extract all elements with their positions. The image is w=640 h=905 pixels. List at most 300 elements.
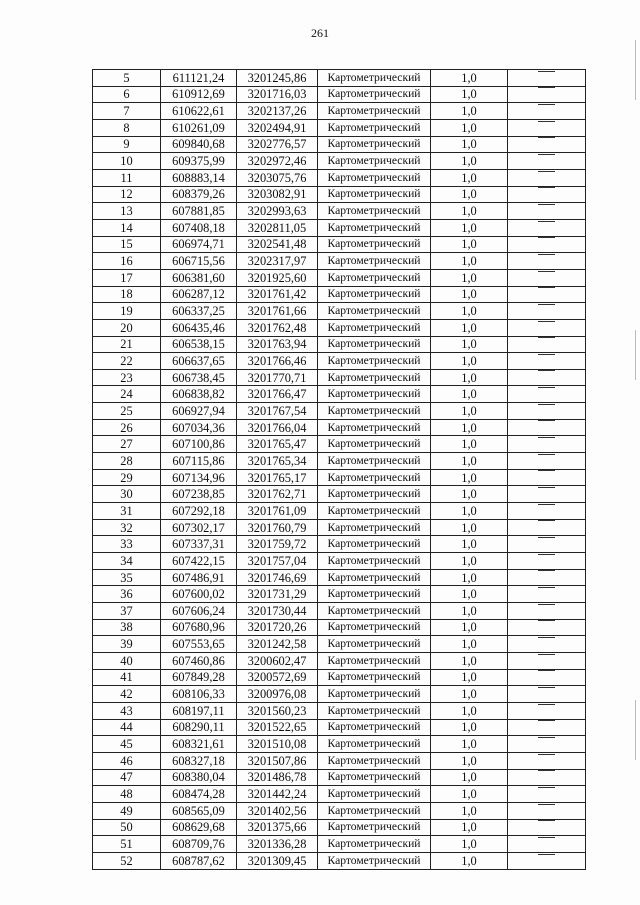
table-row (93, 652, 586, 669)
accuracy-cell: 1,0 (431, 802, 508, 819)
coordinates-table (92, 69, 586, 870)
y-coordinate-cell: 3201766,04 (237, 419, 318, 436)
accuracy-cell: 1,0 (431, 669, 508, 686)
dash-mark (538, 487, 555, 502)
table-row (93, 669, 586, 686)
y-coordinate-cell: 3201746,69 (237, 569, 318, 586)
accuracy-cell: 1,0 (431, 603, 508, 620)
table-row (93, 519, 586, 536)
dash-mark (538, 604, 555, 619)
point-number-cell: 6 (93, 86, 161, 103)
x-coordinate-cell: 608709,76 (161, 836, 237, 853)
accuracy-cell: 1,0 (431, 719, 508, 736)
formula-cell (508, 553, 586, 570)
x-coordinate-cell: 607849,28 (161, 669, 237, 686)
dash-mark (538, 687, 555, 702)
y-coordinate-cell: 3201765,17 (237, 469, 318, 486)
point-number-cell: 15 (93, 236, 161, 253)
method-cell: Картометрический (318, 353, 431, 370)
table-row (93, 736, 586, 753)
formula-cell (508, 186, 586, 203)
y-coordinate-cell: 3202317,97 (237, 253, 318, 270)
method-cell: Картометрический (318, 752, 431, 769)
point-number-cell: 8 (93, 119, 161, 136)
y-coordinate-cell: 3201336,28 (237, 836, 318, 853)
point-number-cell: 10 (93, 153, 161, 170)
table-row (93, 86, 586, 103)
method-cell: Картометрический (318, 269, 431, 286)
point-number-cell: 31 (93, 503, 161, 520)
x-coordinate-cell: 610622,61 (161, 103, 237, 120)
y-coordinate-cell: 3201761,42 (237, 286, 318, 303)
dash-mark (538, 71, 555, 86)
table-row (93, 619, 586, 636)
table-row (93, 686, 586, 703)
point-number-cell: 19 (93, 303, 161, 320)
method-cell: Картометрический (318, 319, 431, 336)
table-row (93, 203, 586, 220)
x-coordinate-cell: 608321,61 (161, 736, 237, 753)
accuracy-cell: 1,0 (431, 536, 508, 553)
point-number-cell: 49 (93, 802, 161, 819)
point-number-cell: 23 (93, 369, 161, 386)
y-coordinate-cell: 3203082,91 (237, 186, 318, 203)
dash-mark (538, 254, 555, 269)
accuracy-cell: 1,0 (431, 369, 508, 386)
accuracy-cell: 1,0 (431, 453, 508, 470)
point-number-cell: 25 (93, 403, 161, 420)
point-number-cell: 45 (93, 736, 161, 753)
table-row (93, 719, 586, 736)
dash-mark (538, 587, 555, 602)
accuracy-cell: 1,0 (431, 70, 508, 87)
x-coordinate-cell: 607100,86 (161, 436, 237, 453)
method-cell: Картометрический (318, 419, 431, 436)
dash-mark (538, 304, 555, 319)
y-coordinate-cell: 3201765,34 (237, 453, 318, 470)
method-cell: Картометрический (318, 403, 431, 420)
formula-cell (508, 269, 586, 286)
point-number-cell: 28 (93, 453, 161, 470)
method-cell: Картометрический (318, 186, 431, 203)
accuracy-cell: 1,0 (431, 836, 508, 853)
method-cell: Картометрический (318, 86, 431, 103)
method-cell: Картометрический (318, 103, 431, 120)
dash-mark (538, 370, 555, 385)
formula-cell (508, 253, 586, 270)
x-coordinate-cell: 606974,71 (161, 236, 237, 253)
method-cell: Картометрический (318, 70, 431, 87)
accuracy-cell: 1,0 (431, 636, 508, 653)
method-cell: Картометрический (318, 819, 431, 836)
dash-mark (538, 720, 555, 735)
dash-mark (538, 221, 555, 236)
point-number-cell: 46 (93, 752, 161, 769)
formula-cell (508, 836, 586, 853)
dash-mark (538, 787, 555, 802)
point-number-cell: 5 (93, 70, 161, 87)
x-coordinate-cell: 608787,62 (161, 852, 237, 869)
method-cell: Картометрический (318, 553, 431, 570)
table-row (93, 503, 586, 520)
accuracy-cell: 1,0 (431, 253, 508, 270)
dash-mark (538, 104, 555, 119)
point-number-cell: 35 (93, 569, 161, 586)
table-row (93, 119, 586, 136)
accuracy-cell: 1,0 (431, 553, 508, 570)
point-number-cell: 40 (93, 652, 161, 669)
method-cell: Картометрический (318, 802, 431, 819)
x-coordinate-cell: 607881,85 (161, 203, 237, 220)
accuracy-cell: 1,0 (431, 503, 508, 520)
x-coordinate-cell: 608197,11 (161, 702, 237, 719)
table-row (93, 702, 586, 719)
formula-cell (508, 286, 586, 303)
y-coordinate-cell: 3201716,03 (237, 86, 318, 103)
y-coordinate-cell: 3202776,57 (237, 136, 318, 153)
formula-cell (508, 136, 586, 153)
dash-mark (538, 137, 555, 152)
table-row (93, 469, 586, 486)
y-coordinate-cell: 3201507,86 (237, 752, 318, 769)
y-coordinate-cell: 3201242,58 (237, 636, 318, 653)
y-coordinate-cell: 3202811,05 (237, 219, 318, 236)
x-coordinate-cell: 607553,65 (161, 636, 237, 653)
x-coordinate-cell: 607680,96 (161, 619, 237, 636)
x-coordinate-cell: 606715,56 (161, 253, 237, 270)
method-cell: Картометрический (318, 303, 431, 320)
formula-cell (508, 319, 586, 336)
method-cell: Картометрический (318, 453, 431, 470)
dash-mark (538, 504, 555, 519)
table-row (93, 436, 586, 453)
dash-mark (538, 154, 555, 169)
table-row (93, 153, 586, 170)
y-coordinate-cell: 3201766,47 (237, 386, 318, 403)
accuracy-cell: 1,0 (431, 336, 508, 353)
formula-cell (508, 636, 586, 653)
method-cell: Картометрический (318, 286, 431, 303)
point-number-cell: 22 (93, 353, 161, 370)
method-cell: Картометрический (318, 702, 431, 719)
accuracy-cell: 1,0 (431, 119, 508, 136)
formula-cell (508, 486, 586, 503)
x-coordinate-cell: 607600,02 (161, 586, 237, 603)
accuracy-cell: 1,0 (431, 652, 508, 669)
accuracy-cell: 1,0 (431, 186, 508, 203)
method-cell: Картометрический (318, 769, 431, 786)
method-cell: Картометрический (318, 586, 431, 603)
formula-cell (508, 619, 586, 636)
formula-cell (508, 386, 586, 403)
point-number-cell: 27 (93, 436, 161, 453)
x-coordinate-cell: 608290,11 (161, 719, 237, 736)
x-coordinate-cell: 611121,24 (161, 70, 237, 87)
accuracy-cell: 1,0 (431, 269, 508, 286)
y-coordinate-cell: 3201766,46 (237, 353, 318, 370)
y-coordinate-cell: 3201762,48 (237, 319, 318, 336)
x-coordinate-cell: 608883,14 (161, 169, 237, 186)
formula-cell (508, 336, 586, 353)
table-row (93, 769, 586, 786)
x-coordinate-cell: 607606,24 (161, 603, 237, 620)
table-row (93, 303, 586, 320)
x-coordinate-cell: 609375,99 (161, 153, 237, 170)
x-coordinate-cell: 610261,09 (161, 119, 237, 136)
formula-cell (508, 453, 586, 470)
formula-cell (508, 519, 586, 536)
x-coordinate-cell: 606838,82 (161, 386, 237, 403)
accuracy-cell: 1,0 (431, 786, 508, 803)
dash-mark (538, 670, 555, 685)
scan-edge-mark (635, 40, 636, 100)
accuracy-cell: 1,0 (431, 586, 508, 603)
formula-cell (508, 169, 586, 186)
accuracy-cell: 1,0 (431, 769, 508, 786)
accuracy-cell: 1,0 (431, 219, 508, 236)
method-cell: Картометрический (318, 136, 431, 153)
method-cell: Картометрический (318, 119, 431, 136)
dash-mark (538, 854, 555, 869)
dash-mark (538, 570, 555, 585)
dash-mark (538, 271, 555, 286)
formula-cell (508, 503, 586, 520)
formula-cell (508, 769, 586, 786)
y-coordinate-cell: 3201402,56 (237, 802, 318, 819)
accuracy-cell: 1,0 (431, 702, 508, 719)
formula-cell (508, 652, 586, 669)
method-cell: Картометрический (318, 786, 431, 803)
dash-mark (538, 470, 555, 485)
method-cell: Картометрический (318, 686, 431, 703)
y-coordinate-cell: 3201765,47 (237, 436, 318, 453)
formula-cell (508, 819, 586, 836)
y-coordinate-cell: 3200572,69 (237, 669, 318, 686)
y-coordinate-cell: 3202541,48 (237, 236, 318, 253)
method-cell: Картометрический (318, 336, 431, 353)
table-row (93, 386, 586, 403)
accuracy-cell: 1,0 (431, 752, 508, 769)
table-row (93, 236, 586, 253)
method-cell: Картометрический (318, 619, 431, 636)
x-coordinate-cell: 607460,86 (161, 652, 237, 669)
scan-edge-mark (635, 700, 636, 760)
formula-cell (508, 736, 586, 753)
dash-mark (538, 237, 555, 252)
formula-cell (508, 219, 586, 236)
table-row (93, 852, 586, 869)
accuracy-cell: 1,0 (431, 203, 508, 220)
method-cell: Картометрический (318, 852, 431, 869)
x-coordinate-cell: 607034,36 (161, 419, 237, 436)
table-row (93, 786, 586, 803)
y-coordinate-cell: 3201309,45 (237, 852, 318, 869)
point-number-cell: 30 (93, 486, 161, 503)
dash-mark (538, 520, 555, 535)
accuracy-cell: 1,0 (431, 319, 508, 336)
point-number-cell: 47 (93, 769, 161, 786)
table-row (93, 319, 586, 336)
table-row (93, 219, 586, 236)
method-cell: Картометрический (318, 736, 431, 753)
accuracy-cell: 1,0 (431, 103, 508, 120)
method-cell: Картометрический (318, 369, 431, 386)
table-row (93, 819, 586, 836)
point-number-cell: 13 (93, 203, 161, 220)
table-row (93, 586, 586, 603)
method-cell: Картометрический (318, 569, 431, 586)
dash-mark (538, 187, 555, 202)
accuracy-cell: 1,0 (431, 519, 508, 536)
y-coordinate-cell: 3201510,08 (237, 736, 318, 753)
y-coordinate-cell: 3200976,08 (237, 686, 318, 703)
x-coordinate-cell: 606637,65 (161, 353, 237, 370)
formula-cell (508, 236, 586, 253)
method-cell: Картометрический (318, 636, 431, 653)
dash-mark (538, 387, 555, 402)
y-coordinate-cell: 3201731,29 (237, 586, 318, 603)
formula-cell (508, 752, 586, 769)
method-cell: Картометрический (318, 486, 431, 503)
x-coordinate-cell: 606337,25 (161, 303, 237, 320)
accuracy-cell: 1,0 (431, 86, 508, 103)
x-coordinate-cell: 608327,18 (161, 752, 237, 769)
point-number-cell: 26 (93, 419, 161, 436)
scan-edge-mark (635, 330, 636, 380)
table-row (93, 836, 586, 853)
x-coordinate-cell: 608379,26 (161, 186, 237, 203)
dash-mark (538, 737, 555, 752)
method-cell: Картометрический (318, 503, 431, 520)
x-coordinate-cell: 607408,18 (161, 219, 237, 236)
y-coordinate-cell: 3201925,60 (237, 269, 318, 286)
x-coordinate-cell: 607422,15 (161, 553, 237, 570)
table-row (93, 802, 586, 819)
y-coordinate-cell: 3201759,72 (237, 536, 318, 553)
y-coordinate-cell: 3200602,47 (237, 652, 318, 669)
table-row (93, 536, 586, 553)
dash-mark (538, 837, 555, 852)
x-coordinate-cell: 607238,85 (161, 486, 237, 503)
y-coordinate-cell: 3201767,54 (237, 403, 318, 420)
accuracy-cell: 1,0 (431, 169, 508, 186)
point-number-cell: 34 (93, 553, 161, 570)
table-row (93, 353, 586, 370)
dash-mark (538, 770, 555, 785)
accuracy-cell: 1,0 (431, 569, 508, 586)
formula-cell (508, 203, 586, 220)
method-cell: Картометрический (318, 519, 431, 536)
formula-cell (508, 802, 586, 819)
x-coordinate-cell: 607486,91 (161, 569, 237, 586)
point-number-cell: 52 (93, 852, 161, 869)
point-number-cell: 7 (93, 103, 161, 120)
method-cell: Картометрический (318, 236, 431, 253)
accuracy-cell: 1,0 (431, 386, 508, 403)
accuracy-cell: 1,0 (431, 403, 508, 420)
point-number-cell: 44 (93, 719, 161, 736)
table-row (93, 419, 586, 436)
x-coordinate-cell: 606927,94 (161, 403, 237, 420)
accuracy-cell: 1,0 (431, 436, 508, 453)
x-coordinate-cell: 607134,96 (161, 469, 237, 486)
dash-mark (538, 654, 555, 669)
y-coordinate-cell: 3201760,79 (237, 519, 318, 536)
accuracy-cell: 1,0 (431, 486, 508, 503)
formula-cell (508, 669, 586, 686)
point-number-cell: 14 (93, 219, 161, 236)
dash-mark (538, 554, 555, 569)
point-number-cell: 38 (93, 619, 161, 636)
point-number-cell: 50 (93, 819, 161, 836)
method-cell: Картометрический (318, 436, 431, 453)
dash-mark (538, 454, 555, 469)
table-row (93, 486, 586, 503)
accuracy-cell: 1,0 (431, 469, 508, 486)
y-coordinate-cell: 3201560,23 (237, 702, 318, 719)
accuracy-cell: 1,0 (431, 819, 508, 836)
table-row (93, 453, 586, 470)
method-cell: Картометрический (318, 836, 431, 853)
formula-cell (508, 686, 586, 703)
y-coordinate-cell: 3201245,86 (237, 70, 318, 87)
dash-mark (538, 354, 555, 369)
accuracy-cell: 1,0 (431, 686, 508, 703)
table-row (93, 186, 586, 203)
table-row (93, 403, 586, 420)
point-number-cell: 41 (93, 669, 161, 686)
formula-cell (508, 153, 586, 170)
method-cell: Картометрический (318, 219, 431, 236)
accuracy-cell: 1,0 (431, 236, 508, 253)
x-coordinate-cell: 606435,46 (161, 319, 237, 336)
point-number-cell: 20 (93, 319, 161, 336)
dash-mark (538, 437, 555, 452)
dash-mark (538, 404, 555, 419)
y-coordinate-cell: 3201720,26 (237, 619, 318, 636)
y-coordinate-cell: 3201763,94 (237, 336, 318, 353)
formula-cell (508, 469, 586, 486)
accuracy-cell: 1,0 (431, 353, 508, 370)
method-cell: Картометрический (318, 603, 431, 620)
formula-cell (508, 702, 586, 719)
method-cell: Картометрический (318, 536, 431, 553)
table-row (93, 553, 586, 570)
point-number-cell: 17 (93, 269, 161, 286)
point-number-cell: 11 (93, 169, 161, 186)
accuracy-cell: 1,0 (431, 852, 508, 869)
y-coordinate-cell: 3202494,91 (237, 119, 318, 136)
point-number-cell: 33 (93, 536, 161, 553)
dash-mark (538, 620, 555, 635)
dash-mark (538, 121, 555, 136)
formula-cell (508, 586, 586, 603)
method-cell: Картометрический (318, 469, 431, 486)
x-coordinate-cell: 609840,68 (161, 136, 237, 153)
dash-mark (538, 87, 555, 102)
accuracy-cell: 1,0 (431, 136, 508, 153)
formula-cell (508, 603, 586, 620)
table-row (93, 269, 586, 286)
dash-mark (538, 337, 555, 352)
dash-mark (538, 804, 555, 819)
formula-cell (508, 436, 586, 453)
method-cell: Картометрический (318, 153, 431, 170)
y-coordinate-cell: 3203075,76 (237, 169, 318, 186)
table-row (93, 169, 586, 186)
point-number-cell: 32 (93, 519, 161, 536)
dash-mark (538, 637, 555, 652)
